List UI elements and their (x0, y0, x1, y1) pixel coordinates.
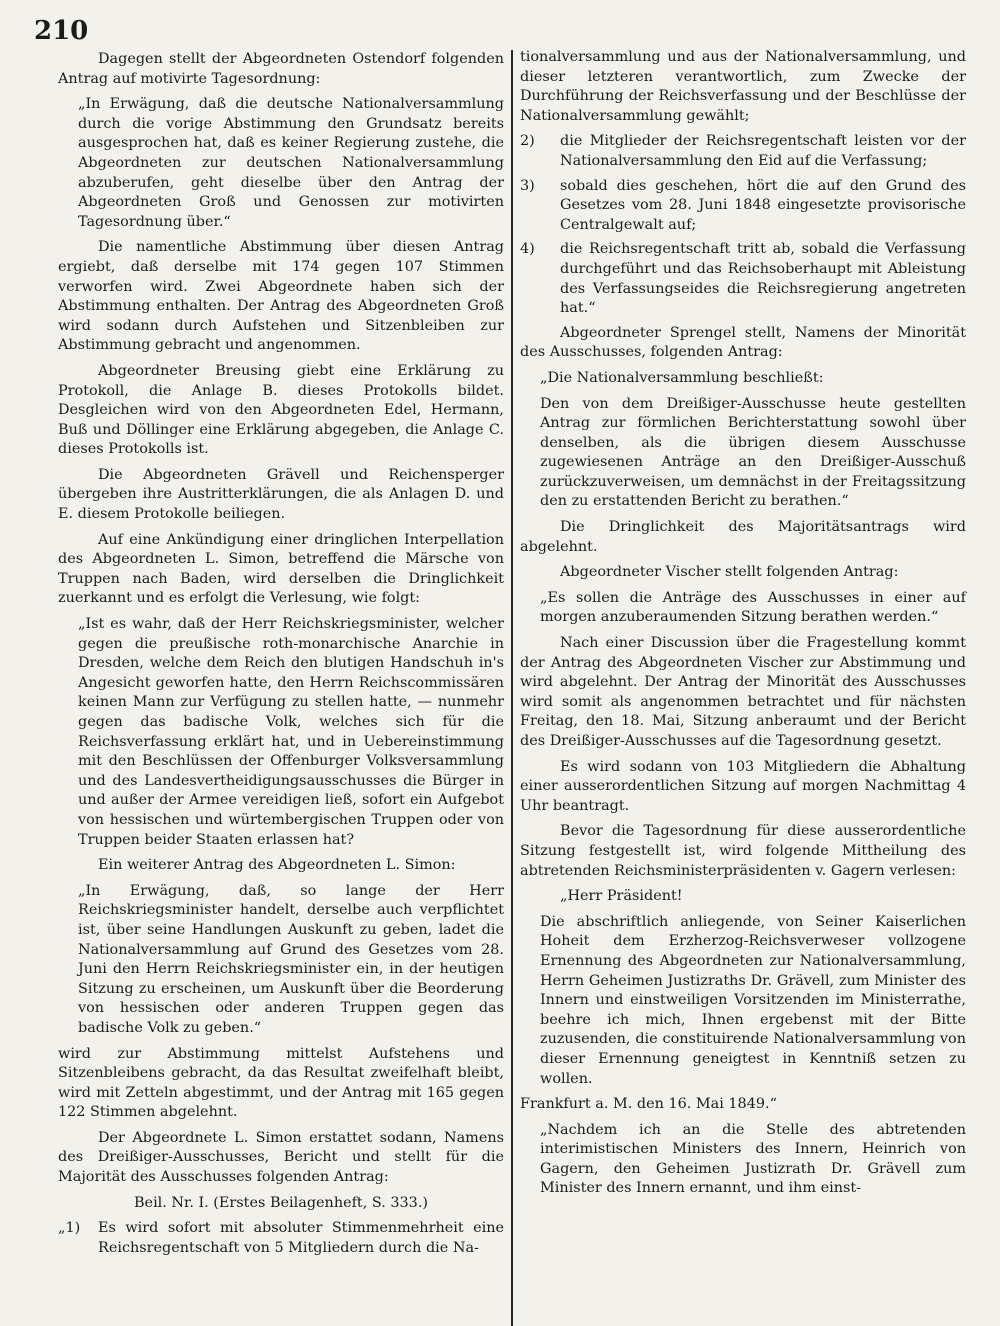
item-text: Es wird sofort mit absoluter Stimmenmehrheit eine Reichsregentschaft von 5 Mitgliedern durch die Na- (98, 1220, 504, 1256)
paragraph: Frankfurt a. M. den 16. Mai 1849.“ (520, 1096, 777, 1113)
left-column (58, 50, 504, 1263)
paragraph: wird zur Abstimmung mittelst Aufstehens und Sitzenbleibens gebracht, da das Resultat zweifelhaft bleibt, wird mit Zetteln abgestimmt, und der Antrag mit 165 gegen 122 Stimmen abgelehnt. (58, 1045, 504, 1121)
paragraph: Die Abgeordneten Grävell und Reichensperger übergeben ihre Austritterklärungen, die als Anlagen D. und E. diesem Protokolle beiliegen. (58, 466, 504, 523)
item-number: 3) (520, 177, 535, 194)
quoted-motion (540, 913, 966, 1089)
paragraph: Nach einer Discussion über die Fragestellung kommt der Antrag des Abgeordneten Vischer zur Abstimmung und wird abgelehnt. Der Antrag der Minorität des Ausschusses wird somit als angenommen betrachtet und für nächsten Freitag, den 18. Mai, Sitzung anberaumt und der Bericht des Dreißiger-Ausschusses auf die Tagesordnung gesetzt. (520, 635, 966, 749)
paragraph: Abgeordneter Sprengel stellt, Namens der Minorität des Ausschusses, folgenden Antrag: (520, 324, 966, 361)
item-text: die Reichsregentschaft tritt ab, sobald die Verfassung durchgeführt und das Reichsoberhaupt mit Ableistung des Verfassungseides die Reichsregierung angetreten hat.“ (560, 241, 966, 317)
quoted-motion (78, 95, 504, 232)
column-divider (511, 50, 513, 1326)
paragraph: Bevor die Tagesordnung für diese ausserordentliche Sitzung festgestellt ist, wird folgende Mittheilung des abtretenden Reichsministerpräsidenten v. Gagern verlesen: (520, 823, 966, 879)
numbered-item (520, 177, 966, 236)
item-text: die Mitglieder der Reichsregentschaft leisten vor der Nationalversammlung den Eid auf die Verfassung; (560, 133, 966, 169)
appendix-reference: Beil. Nr. I. (Erstes Beilagenheft, S. 333.) (133, 1194, 429, 1211)
quoted-text: „Nachdem ich an die Stelle des abtretenden interimistischen Ministers des Innern, Heinrich von Gagern, den Geheimen Justizrath Dr. Grävell zum Minister des Innern ernannt, und ihm einst- (540, 1121, 966, 1197)
item-number: 2) (520, 133, 535, 150)
item-number: 4) (520, 241, 535, 258)
quoted-text: „In Erwägung, daß die deutsche Nationalversammlung durch die vorige Abstimmung den Grundsatz bereits ausgesprochen hat, daß es keiner Regierung zustehe, die Abgeordneten zur deutschen Nationalversammlung abzuberufen, geht dieselbe über den Antrag der Abgeordneten Groß und Genossen zur motivirten Tagesordnung über.“ (78, 96, 504, 230)
quoted-text: „Die Nationalversammlung beschließt: (540, 369, 824, 386)
paragraph: Dagegen stellt der Abgeordneten Ostendorf folgenden Antrag auf motivirte Tagesordnung: (58, 51, 504, 87)
quoted-text: Den von dem Dreißiger-Ausschusse heute gestellten Antrag zur förmlichen Berichterstattung sowohl über denselben, als die übrigen diesem Ausschusse zugewiesenen Anträge an den Dreißiger-Ausschuß zurückzuverweisen, um demnächst in der Freitagssitzung den zu erstattenden Bericht zu berathen.“ (540, 395, 966, 510)
item-text: sobald dies geschehen, hört die auf den Grund des Gesetzes vom 28. Juni 1848 eingesetzte provisorische Centralgewalt auf; (560, 177, 966, 233)
quoted-motion (540, 395, 966, 513)
paragraph: tionalversammlung und aus der Nationalversammlung, und dieser letzteren verantwortlich, zum Zwecke der Durchführung der Reichsverfassung und der Beschlüsse der Nationalversammlung gewählt; (520, 49, 966, 124)
paragraph: Abgeordneter Breusing giebt eine Erklärung zu Protokoll, die Anlage B. dieses Protokolls bildet. Desgleichen wird von den Abgeordneten Edel, Hermann, Buß und Döllinger eine Erklärung abgegeben, die Anlage C. dieses Protokolls ist. (58, 362, 504, 458)
paragraph: „Herr Präsident! (560, 888, 683, 905)
quoted-motion (540, 369, 966, 389)
paragraph: Es wird sodann von 103 Mitgliedern die Abhaltung einer ausserordentlichen Sitzung auf morgen Nachmittag 4 Uhr beantragt. (520, 758, 966, 814)
quoted-motion (540, 589, 966, 628)
paragraph: Abgeordneter Vischer stellt folgenden Antrag: (560, 564, 899, 581)
quoted-motion (540, 1121, 966, 1199)
quoted-motion (78, 882, 504, 1039)
right-column (520, 48, 966, 1205)
item-number: „1) (58, 1220, 81, 1237)
quoted-text: Die abschriftlich anliegende, von Seiner Kaiserlichen Hoheit dem Erzherzog-Reichsverweser vollzogene Ernennung des Abgeordneten zur Nationalversammlung, Herrn Geheimen Justizraths Dr. Grävell, zum Minister des Innern und einstweiligen Vorsitzenden im Ministerrathe, beehre ich mich, Ihnen ergebenst mit der Bitte zuzusenden, die constituirende Nationalversammlung von dieser Ernennung geneigtest in Kenntniß setzen zu wollen. (540, 913, 966, 1087)
numbered-item (58, 1219, 504, 1258)
quoted-motion (78, 615, 504, 850)
paragraph: Auf eine Ankündigung einer dringlichen Interpellation des Abgeordneten L. Simon, betreffend die Märsche von Truppen nach Baden, wird derselben die Dringlichkeit zuerkannt und es erfolgt die Verlesung, wie folgt: (58, 531, 504, 607)
paragraph: Ein weiterer Antrag des Abgeordneten L. Simon: (98, 857, 456, 874)
numbered-item (520, 240, 966, 318)
paragraph: Der Abgeordnete L. Simon erstattet sodann, Namens des Dreißiger-Ausschusses, Bericht und stellt für die Majorität des Ausschusses folgenden Antrag: (58, 1129, 504, 1186)
page-number: 210 (34, 16, 89, 46)
paragraph: Die namentliche Abstimmung über diesen Antrag ergiebt, daß derselbe mit 174 gegen 107 Stimmen verworfen wird. Zwei Abgeordnete haben sich der Abstimmung enthalten. Der Antrag des Abgeordneten Groß wird sodann durch Aufstehen und Sitzenbleiben zur Abstimmung gebracht und angenommen. (58, 239, 504, 354)
paragraph: Die Dringlichkeit des Majoritätsantrags wird abgelehnt. (520, 519, 966, 555)
numbered-item (520, 132, 966, 171)
quoted-text: „Ist es wahr, daß der Herr Reichskriegsminister, welcher gegen die preußische roth-monarchische Anarchie in Dresden, welche dem Reich den blutigen Handschuh in's Angesicht geworfen hatte, den Herrn Reichscommissären keinen Mann zur Verfügung zu stellen hatte, — nunmehr gegen das badische Volk, welches sich für die Reichsverfassung erklärt hat, und in Uebereinstimmung mit den Beschlüssen der Offenburger Volksversammlung und des Landesvertheidigungsausschusses die Bürger in und außer der Armee vereidigen ließ, sofort ein Aufgebot von hessischen und würtembergischen Truppen oder von Truppen beider Staaten erlassen hat? (78, 616, 504, 848)
quoted-text: „In Erwägung, daß, so lange der Herr Reichskriegsminister handelt, derselbe auch verpflichtet ist, über seine Handlungen Auskunft zu geben, ladet die Nationalversammlung auf Grund des Gesetzes vom 28. Juni den Herrn Reichskriegsminister ein, in der heutigen Sitzung zu erscheinen, um Auskunft über die Beorderung von hessischen oder anderen Truppen gegen das badische Volk zu geben.“ (78, 882, 504, 1036)
quoted-text: „Es sollen die Anträge des Ausschusses in einer auf morgen anzuberaumenden Sitzung berathen werden.“ (540, 589, 966, 626)
